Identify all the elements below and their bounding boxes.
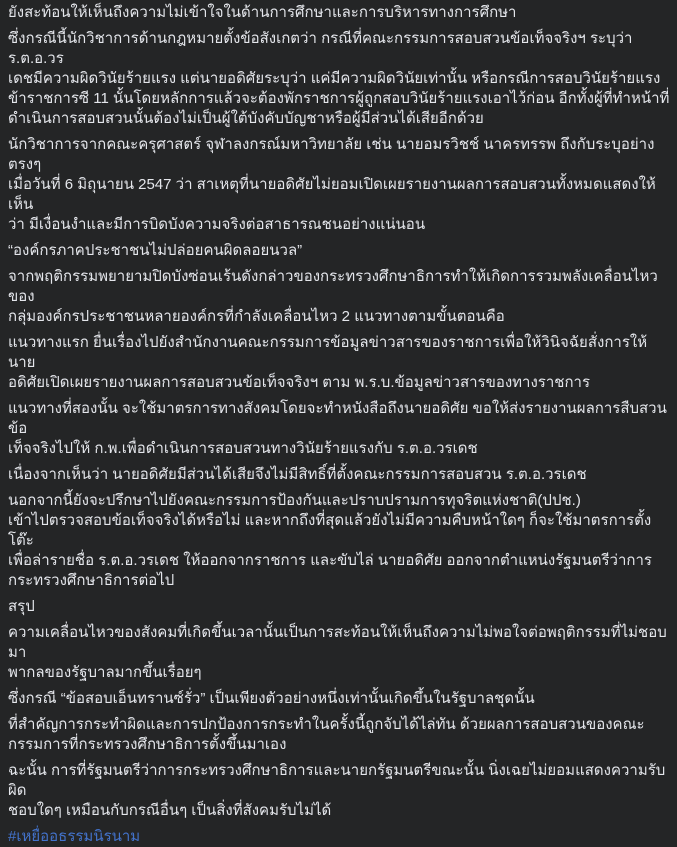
hashtag-paragraph bbox=[8, 827, 671, 847]
text-line: ความเคลื่อนไหวของสังคมที่เกิดขึ้นเวลานั้นเป็นการสะท้อนให้เห็นถึงความไม่พอใจต่อพฤติกรรมที่ไม่ชอบมา bbox=[8, 624, 667, 661]
text-line: เนื่องจากเห็นว่า นายอดิศัยมีส่วนได้เสียจึงไม่มีสิทธิ์ที่ตั้งคณะกรรมการสอบสวน ร.ต.อ.วรเดช bbox=[8, 466, 587, 483]
text-line: ซึ่งกรณีนี้นักวิชาการด้านกฎหมายตั้งข้อสังเกตว่า กรณีที่คณะกรรมการสอบสวนข้อเท็จจริงฯ ระบุว่า ร.ต.อ.วร bbox=[8, 30, 637, 67]
text-line: นอกจากนี้ยังจะปรึกษาไปยังคณะกรรมการป้องกันและปราบปรามการทุจริตแห่งชาติ(ปปช.) bbox=[8, 492, 581, 509]
text-line: นักวิชาการจากคณะครุศาสตร์ จุฬาลงกรณ์มหาวิทยาลัย เช่น นายอมรวิชช์ นาครทรรพ ถึงกับระบุอย่างตรงๆ bbox=[8, 136, 655, 173]
post-paragraph bbox=[8, 597, 671, 617]
post-paragraph bbox=[8, 465, 671, 485]
post-paragraph bbox=[8, 333, 671, 393]
text-line: สรุป bbox=[8, 598, 35, 615]
post-paragraph bbox=[8, 135, 671, 235]
text-line: ข้าราชการซี 11 นั้นโดยหลักการแล้วจะต้องพักราชการผู้ถูกสอบวินัยร้ายแรงเอาไว้ก่อน อีกทั้งผู้ที่ทำหน้าที่ bbox=[8, 90, 670, 107]
text-line: ยังสะท้อนให้เห็นถึงความไม่เข้าใจในด้านการศึกษาและการบริหารทางการศึกษา bbox=[8, 4, 517, 21]
text-line: เดชมีความผิดวินัยร้ายแรง แต่นายอดิศัยระบุว่า แค่มีความผิดวินัยเท่านั้น หรือกรณีการสอบวินัยร้ายแรง bbox=[8, 70, 661, 87]
post-paragraph bbox=[8, 491, 671, 591]
text-line: ชอบใดๆ เหมือนกับกรณีอื่นๆ เป็นสิ่งที่สังคมรับไม่ได้ bbox=[8, 802, 332, 819]
text-line: “องค์กรภาคประชาชนไม่ปล่อยคนผิดลอยนวล” bbox=[8, 242, 303, 259]
post-paragraph bbox=[8, 689, 671, 709]
text-line: แนวทางแรก ยื่นเรื่องไปยังสำนักงานคณะกรรมการข้อมูลข่าวสารของราชการเพื่อให้วินิจฉัยสั่งการให้ นาย bbox=[8, 334, 652, 371]
text-line: แนวทางที่สองนั้น จะใช้มาตรการทางสังคมโดยจะทำหนังสือถึงนายอดิศัย ขอให้ส่งรายงานผลการสืบสวนข้อ bbox=[8, 400, 667, 437]
text-line: ซึ่งกรณี “ข้อสอบเอ็นทรานซ์รั่ว” เป็นเพียงตัวอย่างหนึ่งเท่านั้นเกิดขึ้นในรัฐบาลชุดนั้น bbox=[8, 690, 535, 707]
text-line: ดำเนินการสอบสวนนั้นต้องไม่เป็นผู้ใต้บังคับบัญชาหรือผู้มีส่วนได้เสียอีกด้วย bbox=[8, 110, 484, 127]
post-paragraph bbox=[8, 241, 671, 261]
text-line: กลุ่มองค์กรประชาชนหลายองค์กรที่กำลังเคลื่อนไหว 2 แนวทางตามขั้นตอนคือ bbox=[8, 308, 505, 325]
text-line: ฉะนั้น การที่รัฐมนตรีว่าการกระทรวงศึกษาธิการและนายกรัฐมนตรีขณะนั้น นิ่งเฉยไม่ยอมแสดงความรับผิด bbox=[8, 762, 666, 799]
text-line: พากลของรัฐบาลมากขึ้นเรื่อยๆ bbox=[8, 664, 202, 681]
text-line: เข้าไปตรวจสอบข้อเท็จจริงได้หรือไม่ และหากถึงที่สุดแล้วยังไม่มีความคืบหน้าใดๆ ก็จะใช้มาตรการตั้งโต๊ะ bbox=[8, 512, 652, 549]
post-paragraph bbox=[8, 267, 671, 327]
post-paragraph bbox=[8, 623, 671, 683]
text-line: ว่า มีเงื่อนงำและมีการบิดบังความจริงต่อสาธารณชนอย่างแน่นอน bbox=[8, 216, 426, 233]
text-line: จากพฤติกรรมพยายามปิดบังซ่อนเร้นดังกล่าวของกระทรวงศึกษาธิการทำให้เกิดการรวมพลังเคลื่อนไหวของ bbox=[8, 268, 658, 305]
post-paragraph bbox=[8, 761, 671, 821]
text-line: กรรมการที่กระทรวงศึกษาธิการตั้งขึ้นมาเอง bbox=[8, 736, 287, 753]
post-paragraph bbox=[8, 399, 671, 459]
post-paragraph bbox=[8, 715, 671, 755]
text-line: เพื่อล่ารายชื่อ ร.ต.อ.วรเดช ให้ออกจากราชการ และขับไล่ นายอดิศัย ออกจากตำแหน่งรัฐมนตรีว่าการ bbox=[8, 552, 652, 569]
hashtag-link[interactable]: #เหยื่ออธรรมนิรนาม bbox=[8, 828, 141, 845]
post-paragraph bbox=[8, 29, 671, 129]
text-line: กระทรวงศึกษาธิการต่อไป bbox=[8, 572, 175, 589]
text-line: ที่สำคัญการกระทำผิดและการปกป้องการกระทำในครั้งนี้ถูกจับได้ไล่ทัน ด้วยผลการสอบสวนของคณะ bbox=[8, 716, 645, 733]
post-paragraph bbox=[8, 3, 671, 23]
text-line: เท็จจริงไปให้ ก.พ.เพื่อดำเนินการสอบสวนทางวินัยร้ายแรงกับ ร.ต.อ.วรเดช bbox=[8, 440, 478, 457]
text-line: เมื่อวันที่ 6 มิถุนายน 2547 ว่า สาเหตุที่นายอดิศัยไม่ยอมเปิดเผยรายงานผลการสอบสวนทั้งหมดแสดงให้เห็น bbox=[8, 176, 656, 213]
text-line: อดิศัยเปิดเผยรายงานผลการสอบสวนข้อเท็จจริงฯ ตาม พ.ร.บ.ข้อมูลข่าวสารของทางราชการ bbox=[8, 374, 591, 391]
